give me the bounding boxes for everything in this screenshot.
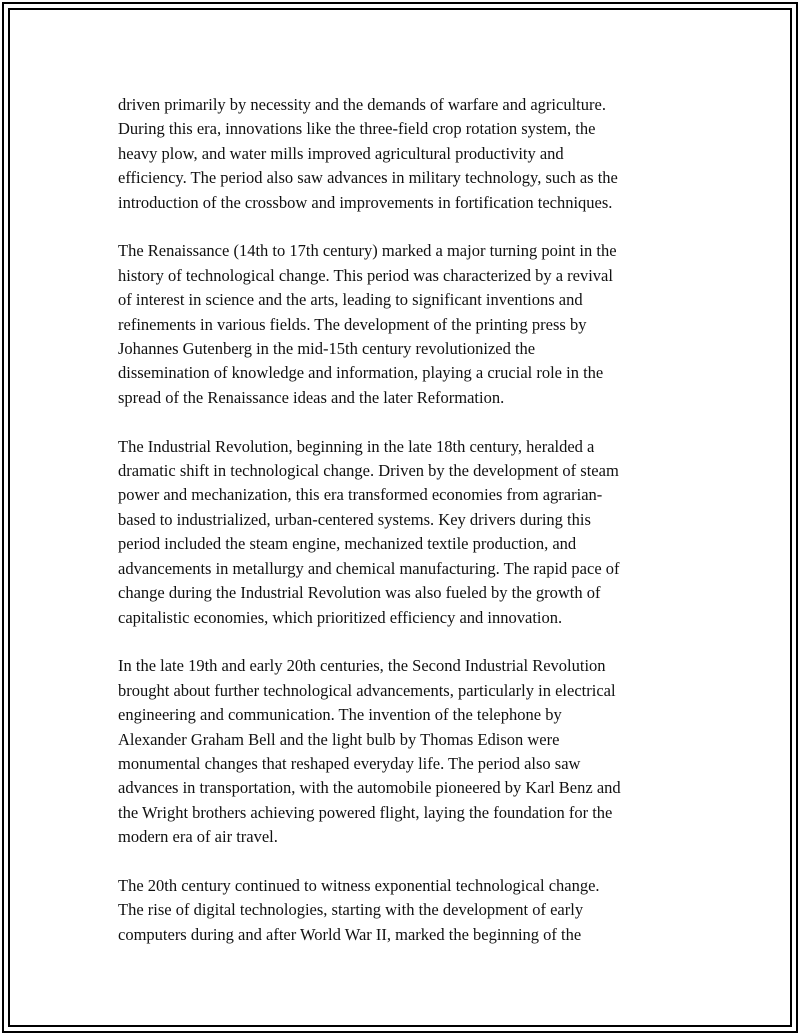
paragraph-industrial-revolution xyxy=(118,435,690,630)
text-line: change during the Industrial Revolution was also fueled by the growth of xyxy=(118,583,601,603)
text-line: based to industrialized, urban-centered systems. Key drivers during this xyxy=(118,509,591,529)
text-line: modern era of air travel. xyxy=(118,827,278,847)
text-line: During this era, innovations like the three-field crop rotation system, the xyxy=(118,119,596,139)
text-line: engineering and communication. The invention of the telephone by xyxy=(118,705,562,725)
text-line: computers during and after World War II, marked the beginning of the xyxy=(118,924,582,944)
text-line: The Renaissance (14th to 17th century) marked a major turning point in the xyxy=(118,241,617,261)
text-line: the Wright brothers achieving powered flight, laying the foundation for the xyxy=(118,802,613,822)
text-line: refinements in various fields. The development of the printing press by xyxy=(118,314,587,334)
text-line: advancements in metallurgy and chemical manufacturing. The rapid pace of xyxy=(118,558,620,578)
text-line: monumental changes that reshaped everyday life. The period also saw xyxy=(118,753,581,773)
text-line: The Industrial Revolution, beginning in the late 18th century, heralded a xyxy=(118,436,595,456)
text-line: heavy plow, and water mills improved agricultural productivity and xyxy=(118,143,564,163)
text-line: introduction of the crossbow and improvements in fortification techniques. xyxy=(118,192,613,212)
text-line: The 20th century continued to witness exponential technological change. xyxy=(118,875,600,895)
text-line: capitalistic economies, which prioritized efficiency and innovation. xyxy=(118,607,563,627)
paragraph-medieval xyxy=(118,93,690,215)
text-line: dramatic shift in technological change. Driven by the development of steam xyxy=(118,461,619,481)
paragraph-renaissance xyxy=(118,239,690,410)
text-line: Johannes Gutenberg in the mid-15th century revolutionized the xyxy=(118,339,536,359)
paragraph-20th-century xyxy=(118,874,690,947)
text-line: brought about further technological advancements, particularly in electrical xyxy=(118,680,616,700)
text-line: The rise of digital technologies, starting with the development of early xyxy=(118,900,584,920)
text-line: driven primarily by necessity and the demands of warfare and agriculture. xyxy=(118,95,606,114)
document-body xyxy=(118,93,690,972)
text-line: history of technological change. This period was characterized by a revival xyxy=(118,265,613,285)
text-line: period included the steam engine, mechanized textile production, and xyxy=(118,534,577,554)
text-line: power and mechanization, this era transformed economies from agrarian- xyxy=(118,485,603,505)
text-line: In the late 19th and early 20th centuries, the Second Industrial Revolution xyxy=(118,656,606,676)
text-line: spread of the Renaissance ideas and the later Reformation. xyxy=(118,387,505,407)
text-line: Alexander Graham Bell and the light bulb by Thomas Edison were xyxy=(118,729,560,749)
paragraph-second-industrial-revolution xyxy=(118,654,690,849)
text-line: advances in transportation, with the automobile pioneered by Karl Benz and xyxy=(118,778,621,798)
text-line: efficiency. The period also saw advances in military technology, such as the xyxy=(118,168,618,188)
text-line: dissemination of knowledge and information, playing a crucial role in the xyxy=(118,363,604,383)
text-line: of interest in science and the arts, leading to significant inventions and xyxy=(118,290,583,310)
